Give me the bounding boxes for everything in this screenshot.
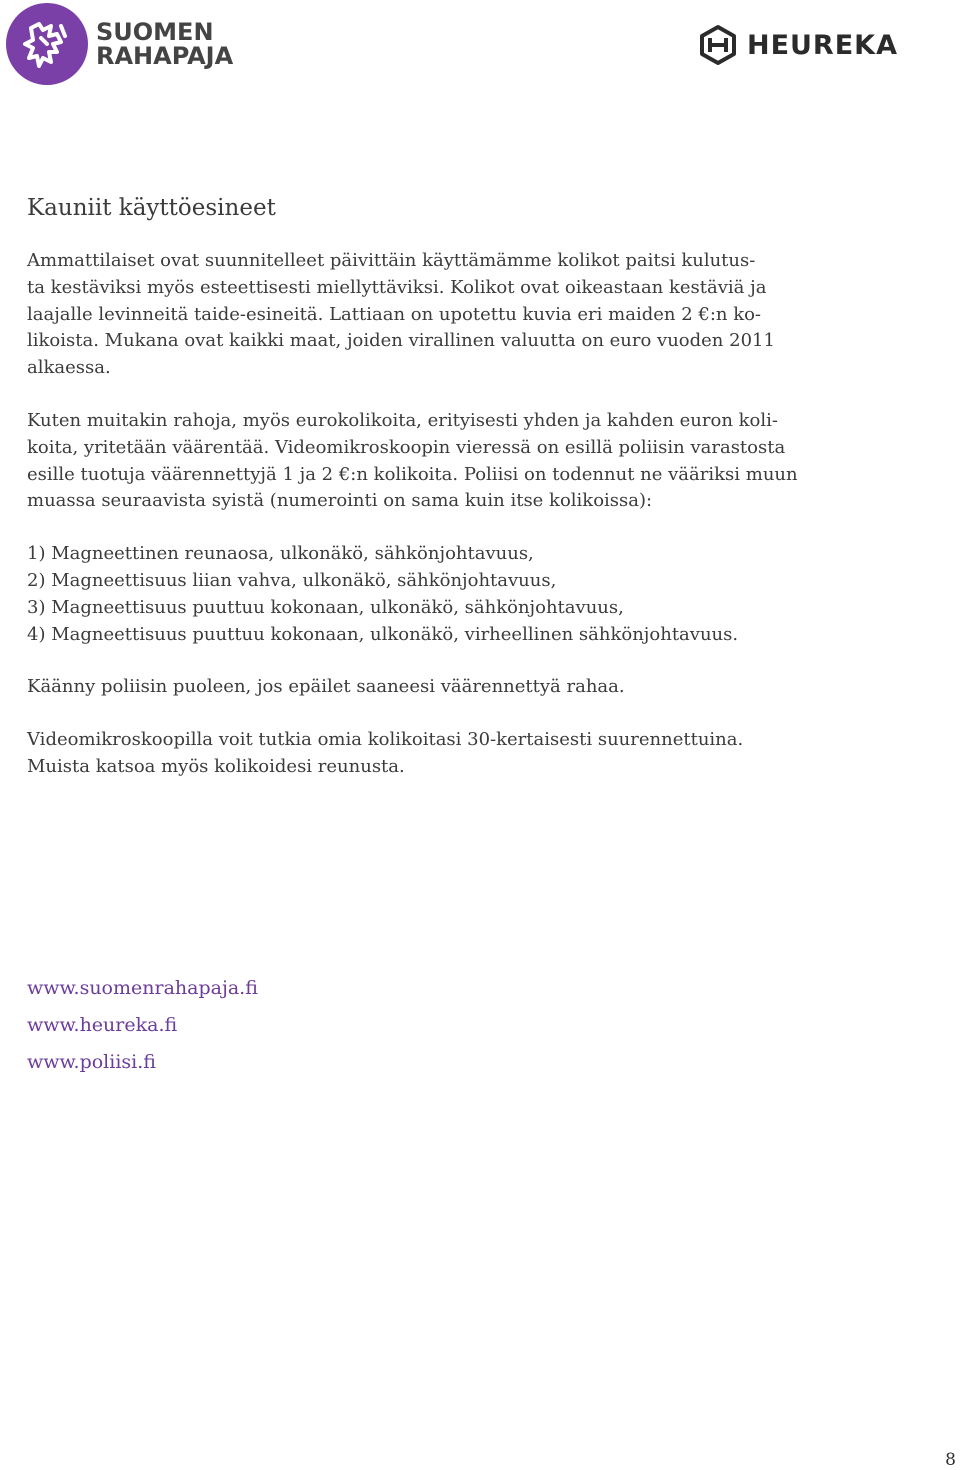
text-line: Käänny poliisin puoleen, jos epäilet saaneesi väärennettyä rahaa.	[27, 676, 625, 698]
paragraph-intro	[27, 248, 907, 382]
links-list	[27, 970, 258, 1081]
link-heureka[interactable]: www.heureka.fi	[27, 1014, 178, 1036]
text-line: laajalle levinneitä taide-esineitä. Lattiaan on upotettu kuvia eri maiden 2 €:n ko-	[27, 303, 762, 325]
brand-name-line1: SUOMEN	[96, 18, 214, 46]
text-line: Ammattilaiset ovat suunnitelleet päivittäin käyttämämme kolikot paitsi kulutus-	[27, 250, 756, 271]
suomen-rahapaja-logo	[6, 2, 233, 86]
brand-name-line2: RAHAPAJA	[96, 42, 234, 70]
heureka-logo	[697, 22, 898, 68]
article	[27, 190, 907, 781]
page-number: 8	[945, 1450, 956, 1470]
link-poliisi[interactable]: www.poliisi.fi	[27, 1051, 156, 1073]
list-item: 4) Magneettisuus puuttuu kokonaan, ulkonäkö, virheellinen sähkönjohtavuus.	[27, 623, 739, 645]
reasons-list	[27, 541, 907, 648]
paragraph-counterfeits	[27, 408, 907, 515]
text-line: muassa seuraavista syistä (numerointi on sama kuin itse kolikoissa):	[27, 490, 653, 512]
text-line: Kuten muitakin rahoja, myös eurokolikoita, erityisesti yhden ja kahden euron koli-	[27, 409, 778, 431]
brand-name	[96, 20, 233, 68]
text-line: likoista. Mukana ovat kaikki maat, joiden virallinen valuutta on euro vuoden 2011	[27, 330, 775, 352]
link-suomenrahapaja[interactable]: www.suomenrahapaja.fi	[27, 977, 258, 999]
text-line: Muista katsoa myös kolikoidesi reunusta.	[27, 755, 405, 777]
text-line: ta kestäviksi myös esteettisesti miellyttäviksi. Kolikot ovat oikeastaan kestäviä ja	[27, 276, 767, 298]
lion-emblem-icon	[6, 3, 88, 85]
list-item: 3) Magneettisuus puuttuu kokonaan, ulkonäkö, sähkönjohtavuus,	[27, 596, 624, 618]
paragraph-microscope	[27, 727, 907, 781]
text-line: alkaessa.	[27, 357, 111, 379]
text-line: Videomikroskoopilla voit tutkia omia kolikoitasi 30-kertaisesti suurennettuina.	[27, 729, 744, 751]
text-line: esille tuotuja väärennettyjä 1 ja 2 €:n kolikoita. Poliisi on todennut ne vääriksi muun	[27, 463, 798, 485]
heureka-mark-icon	[697, 24, 739, 66]
heureka-wordmark: HEUREKA	[746, 29, 898, 61]
list-item: 1) Magneettinen reunaosa, ulkonäkö, sähkönjohtavuus,	[27, 543, 534, 565]
list-item: 2) Magneettisuus liian vahva, ulkonäkö, sähkönjohtavuus,	[27, 569, 557, 591]
paragraph-police	[27, 674, 907, 701]
page-title: Kauniit käyttöesineet	[27, 195, 276, 221]
text-line: koita, yritetään väärentää. Videomikroskoopin vieressä on esillä poliisin varastosta	[27, 436, 786, 458]
